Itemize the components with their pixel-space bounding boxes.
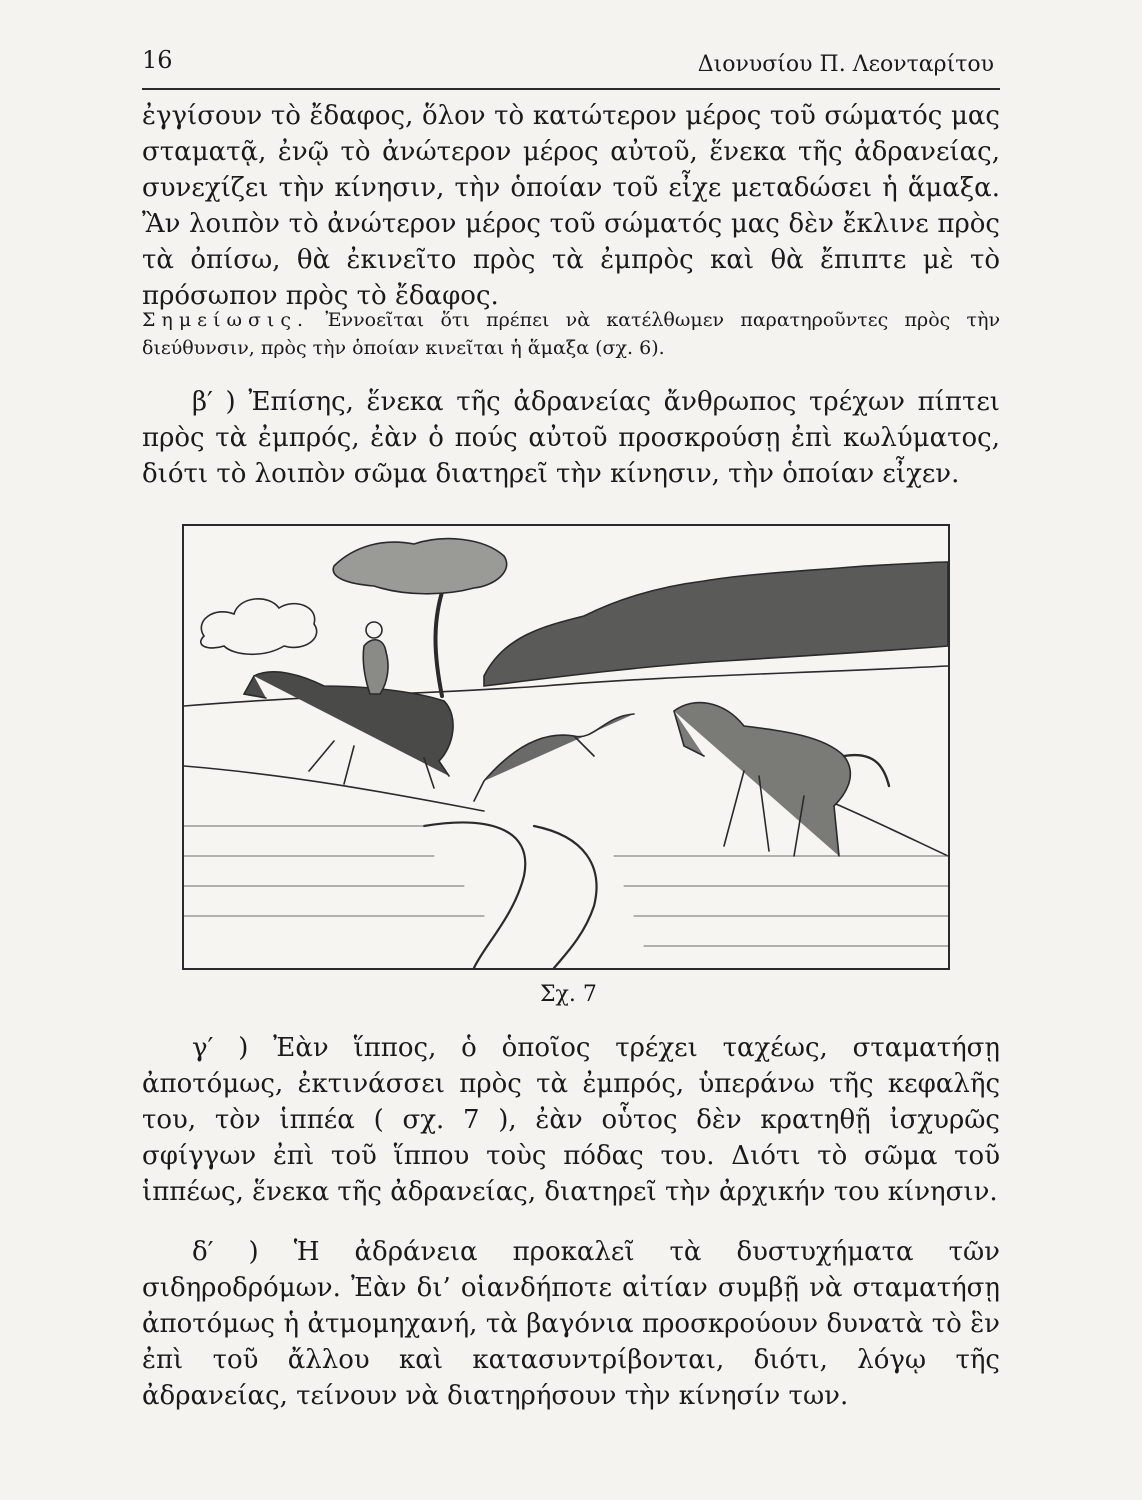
figure-drawing <box>184 526 948 968</box>
thrown-rider <box>474 714 634 801</box>
note-text: Ἐννοεῖται ὅτι πρέπει νὰ κατέλθωμεν παρατηροῦντες πρὸς τὴν διεύθυνσιν, πρὸς τὴν ὁποίαν κινεῖται ἡ ἅμαξα (σχ. 6). <box>142 309 1001 359</box>
paragraph-delta: δ′ ) Ἡ ἀδράνεια προκαλεῖ τὰ δυστυχήματα τῶν σιδηροδρόμων. Ἐὰν δι’ οἱανδήποτε αἰτίαν συμβῇ νὰ σταματήσῃ ἀποτόμως ἡ ἀτμομηχανή, τὰ βαγόνια προσκρούουν δυνατὰ τὸ ἓν ἐπὶ τοῦ ἄλλου καὶ κατασυντρίβονται, διότι, λόγῳ τῆς ἀδρανείας, τείνουν νὰ διατηρήσουν τὴν κίνησίν των. <box>142 1237 1000 1411</box>
field-hatch <box>184 826 484 916</box>
horse-stopped <box>674 703 850 856</box>
ground-mid <box>184 766 484 811</box>
page-number: 16 <box>142 46 173 74</box>
treeline <box>484 562 948 686</box>
header-rule <box>142 88 1000 90</box>
figure-illustration <box>182 524 950 970</box>
paragraph-continuation: ἐγγίσουν τὸ ἔδαφος, ὅλον τὸ κατώτερον μέρος τοῦ σώματός μας σταματᾷ, ἐνῷ τὸ ἀνώτερον μέρος αὐτοῦ, ἕνεκα τῆς ἀδρανείας, συνεχίζει τὴν κίνησιν, τὴν ὁποίαν τοῦ εἶχε μεταδώσει ἡ ἅμαξα. Ἂν λοιπὸν τὸ ἀνώτερον μέρος τοῦ σώματός μας δὲν ἔκλινε πρὸς τὰ ὀπίσω, θὰ ἐκινεῖτο πρὸς τὰ ἐμπρὸς καὶ θὰ ἔπιπτε μὲ τὸ πρόσωπον πρὸς τὸ ἔδαφος. <box>142 101 1000 311</box>
tree-trunk <box>436 586 445 696</box>
cloud <box>201 599 317 654</box>
note-label: Σημείωσις. <box>142 309 310 331</box>
rider <box>363 640 388 694</box>
tree-canopy <box>333 539 506 594</box>
horse-running <box>244 672 453 788</box>
paragraph-beta: β′ ) Ἐπίσης, ἕνεκα τῆς ἀδρανείας ἄνθρωπος τρέχων πίπτει πρὸς τὰ ἐμπρός, ἐὰν ὁ πούς αὐτοῦ προσκρούσῃ ἐπὶ κωλύματος, διότι τὸ λοιπὸν σῶμα διατηρεῖ τὴν κίνησιν, τὴν ὁποίαν εἶχεν. <box>142 387 1000 489</box>
paragraph-gamma: γ′ ) Ἐὰν ἵππος, ὁ ὁποῖος τρέχει ταχέως, σταματήσῃ ἀποτόμως, ἐκτινάσσει πρὸς τὰ ἐμπρός, ὑπεράνω τῆς κεφαλῆς του, τὸν ἱππέα ( σχ. 7 ), ἐὰν οὗτος δὲν κρατηθῇ ἰσχυρῶς σφίγγων ἐπὶ τοῦ ἵππου τοὺς πόδας του. Διότι τὸ σῶμα τοῦ ἱππέως, ἕνεκα τῆς ἀδρανείας, διατηρεῖ τὴν ἀρχικήν του κίνησιν. <box>142 1033 1000 1207</box>
running-head: Διονυσίου Π. Λεονταρίτου <box>697 52 994 77</box>
figure-caption: Σχ. 7 <box>540 982 597 1007</box>
rider-head <box>366 622 382 638</box>
field-hatch-right <box>614 856 948 946</box>
note-paragraph <box>142 306 1000 362</box>
ditch-bank-left <box>424 823 525 968</box>
ditch-bank-right <box>534 826 597 968</box>
